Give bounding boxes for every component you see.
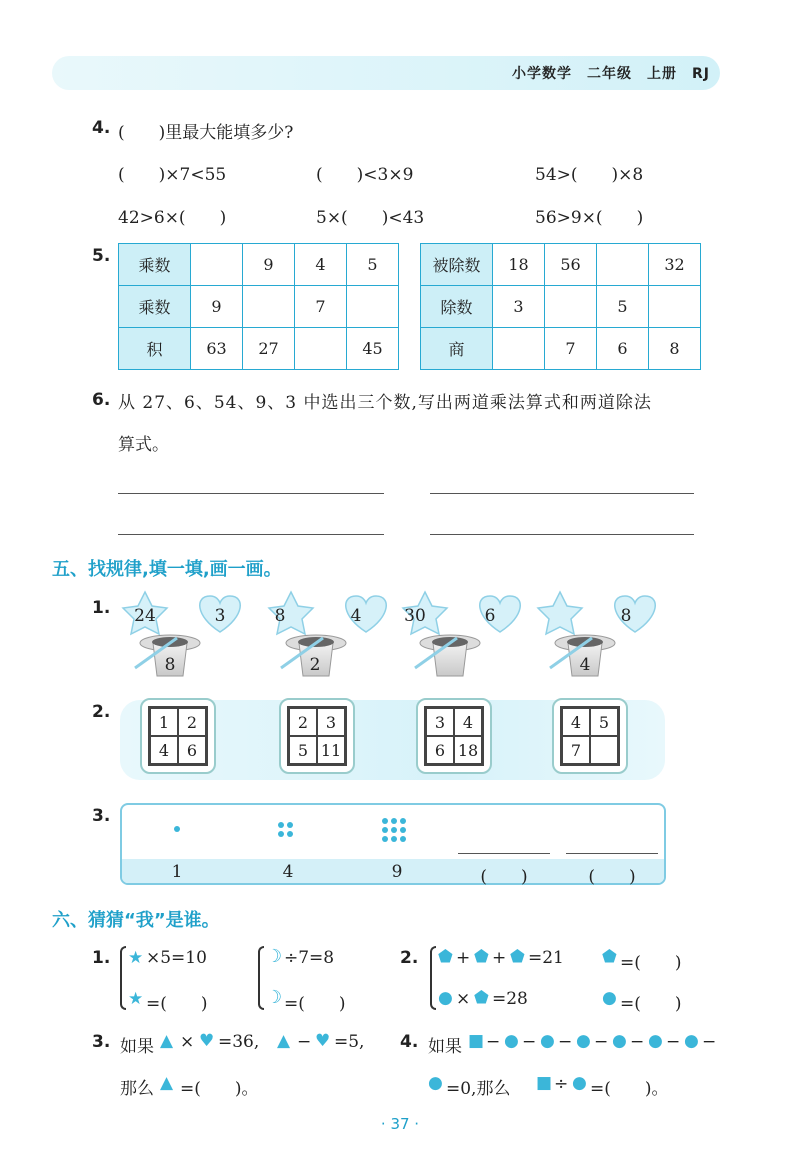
grid-cell: 4 [150,736,178,764]
equation-answer[interactable]: =( ) [284,994,346,1014]
grid-cell: 11 [317,736,345,764]
table-row-label: 积 [119,328,191,370]
q6-text-line1: 从 27、6、54、9、3 中选出三个数,写出两道乘法算式和两道除法 [118,393,652,413]
dot [400,818,406,824]
table-cell [597,244,649,286]
equation: ÷7=8 [284,948,335,968]
brace-icon [430,946,436,1010]
equation-answer[interactable]: =( ) [620,953,682,973]
number-grid [560,706,620,766]
table-cell [545,286,597,328]
dot-count-blank[interactable]: ( ) [480,867,528,887]
dot [382,836,388,842]
equation: ×5=10 [146,948,207,968]
heart-number: 4 [350,606,362,626]
q4-title: ( )里最大能填多少? [118,123,294,143]
star-number: 24 [134,606,156,626]
table-cell: 5 [347,244,399,286]
pentagon-icon: ⬟ [602,947,617,967]
dot [400,836,406,842]
operator: ÷ [554,1074,569,1094]
table-cell [191,244,243,286]
grid-cell: 6 [178,736,206,764]
number-grid [148,706,208,766]
grid-cell: 18 [454,736,482,764]
grid-cell: 6 [426,736,454,764]
equation-answer[interactable]: =( ) [620,994,682,1014]
table-cell: 9 [243,244,295,286]
operator: − [297,1032,312,1052]
q4-item: 54>( )×8 [535,165,644,185]
equation-answer[interactable]: =( )。 [180,1079,259,1099]
dot-count-label: 9 [391,862,403,882]
operator: − [594,1032,609,1052]
table-cell [493,328,545,370]
section6-title: 六、猜猜“我”是谁。 [52,910,220,931]
s6-q1-number: 1. [92,948,111,968]
q4-item: ( )<3×9 [316,165,414,185]
s5-q1-number: 1. [92,598,111,618]
circle-icon: ● [648,1031,663,1051]
operator: × [180,1032,195,1052]
table-cell [243,286,295,328]
number-grid [287,706,347,766]
text: 如果 [428,1037,462,1057]
operator: − [666,1032,681,1052]
dot [391,827,397,833]
circle-icon: ● [438,988,453,1008]
grid-cell[interactable] [590,736,618,764]
operator: − [702,1032,717,1052]
header-title: 小学数学 二年级 上册 RJ [512,66,710,82]
dot [391,818,397,824]
dot [382,827,388,833]
operator: − [558,1032,573,1052]
circle-icon: ● [684,1031,699,1051]
circle-icon: ● [576,1031,591,1051]
dot [382,818,388,824]
grid-cell: 1 [150,708,178,736]
square-icon: ■ [536,1073,553,1093]
heart-icon: ♥ [315,1031,331,1051]
table-cell: 32 [649,244,701,286]
table-cell: 4 [295,244,347,286]
star-icon: ★ [128,948,144,968]
star-icon: ★ [128,989,144,1009]
brace-icon [120,946,126,1010]
q4-item: 5×( )<43 [316,208,425,228]
operator: × [456,989,471,1009]
answer-line[interactable] [430,493,694,494]
grid-cell: 5 [289,736,317,764]
table-cell [347,286,399,328]
magic-hat-illustrations [115,588,755,688]
heart-icon: ♥ [199,1031,215,1051]
table-cell [649,286,701,328]
heart-number: 3 [214,606,226,626]
dot-count-label: 1 [171,862,183,882]
pentagon-icon: ⬟ [438,947,453,967]
table-cell: 7 [545,328,597,370]
pentagon-icon: ⬟ [510,947,525,967]
table-cell: 8 [649,328,701,370]
operator: − [522,1032,537,1052]
table-cell: 18 [493,244,545,286]
triangle-icon: ▲ [160,1031,174,1051]
text: 如果 [120,1037,154,1057]
hat-icon [433,643,467,676]
dot-count-label: 4 [282,862,294,882]
q6-text-line2: 算式。 [118,435,169,455]
grid-cell: 2 [289,708,317,736]
number-grid [424,706,484,766]
equation: =28 [492,989,528,1009]
equation: =36, [218,1032,260,1052]
grid-cell: 2 [178,708,206,736]
q4-item: 42>6×( ) [118,208,227,228]
table-cell: 45 [347,328,399,370]
table-row-label: 乘数 [119,286,191,328]
s6-q2-number: 2. [400,948,419,968]
drawing-line[interactable] [566,853,658,854]
grid-cell: 4 [562,708,590,736]
circle-icon: ● [602,988,617,1008]
table-row-label: 除数 [421,286,493,328]
q4-number: 4. [92,118,111,138]
dot-count-blank[interactable]: ( ) [588,867,636,887]
q4-item: 56>9×( ) [535,208,644,228]
text: 那么 [120,1079,154,1099]
circle-icon: ● [504,1031,519,1051]
table-cell: 56 [545,244,597,286]
division-table [420,243,701,370]
equation-answer[interactable]: =( )。 [590,1079,669,1099]
star-icon [538,592,582,634]
circle-icon: ● [572,1073,587,1093]
page-number: · 37 · [380,1115,420,1133]
grid-cell: 4 [454,708,482,736]
equation: =5, [334,1032,365,1052]
s5-q2-number: 2. [92,702,111,722]
circle-icon: ● [612,1031,627,1051]
s6-q3-number: 3. [92,1032,111,1052]
grid-cell: 3 [426,708,454,736]
operator: − [630,1032,645,1052]
grid-cell: 5 [590,708,618,736]
dot [278,831,284,837]
circle-icon: ● [540,1031,555,1051]
q6-number: 6. [92,390,111,410]
table-cell: 6 [597,328,649,370]
grid-cell: 3 [317,708,345,736]
circle-icon: ● [428,1073,443,1093]
drawing-line[interactable] [458,853,550,854]
dot [287,831,293,837]
dot [278,822,284,828]
table-cell: 27 [243,328,295,370]
equation-answer[interactable]: =( ) [146,994,208,1014]
table-cell: 63 [191,328,243,370]
table-cell: 9 [191,286,243,328]
heart-number: 8 [620,606,632,626]
moon-icon: ☽ [266,987,283,1008]
hat-number: 2 [309,655,321,675]
hat-number: 4 [579,655,591,675]
brace-icon [258,946,264,1010]
table-cell: 7 [295,286,347,328]
heart-number: 6 [484,606,496,626]
q5-number: 5. [92,246,111,266]
table-row-label: 被除数 [421,244,493,286]
pentagon-icon: ⬟ [474,988,489,1008]
operator: + [456,948,471,968]
s5-q3-number: 3. [92,806,111,826]
table-row-label: 乘数 [119,244,191,286]
triangle-icon: ▲ [160,1073,174,1093]
section5-title: 五、找规律,填一填,画一画。 [52,559,282,580]
operator: + [492,948,507,968]
table-row-label: 商 [421,328,493,370]
square-icon: ■ [468,1031,485,1051]
star-number: 8 [274,606,286,626]
grid-cell: 7 [562,736,590,764]
dot [174,826,180,832]
answer-line[interactable] [430,534,694,535]
triangle-icon: ▲ [277,1031,291,1051]
answer-line[interactable] [118,534,384,535]
table-cell [295,328,347,370]
equation: =0,那么 [446,1079,511,1099]
dot [287,822,293,828]
table-cell: 5 [597,286,649,328]
dot [400,827,406,833]
moon-icon: ☽ [266,946,283,967]
hat-number: 8 [164,655,176,675]
equation: =21 [528,948,564,968]
s6-q4-number: 4. [400,1032,419,1052]
table-cell: 3 [493,286,545,328]
star-number: 30 [404,606,426,626]
pentagon-icon: ⬟ [474,947,489,967]
operator: − [486,1032,501,1052]
q4-item: ( )×7<55 [118,165,227,185]
answer-line[interactable] [118,493,384,494]
dot [391,836,397,842]
multiplication-table [118,243,399,370]
